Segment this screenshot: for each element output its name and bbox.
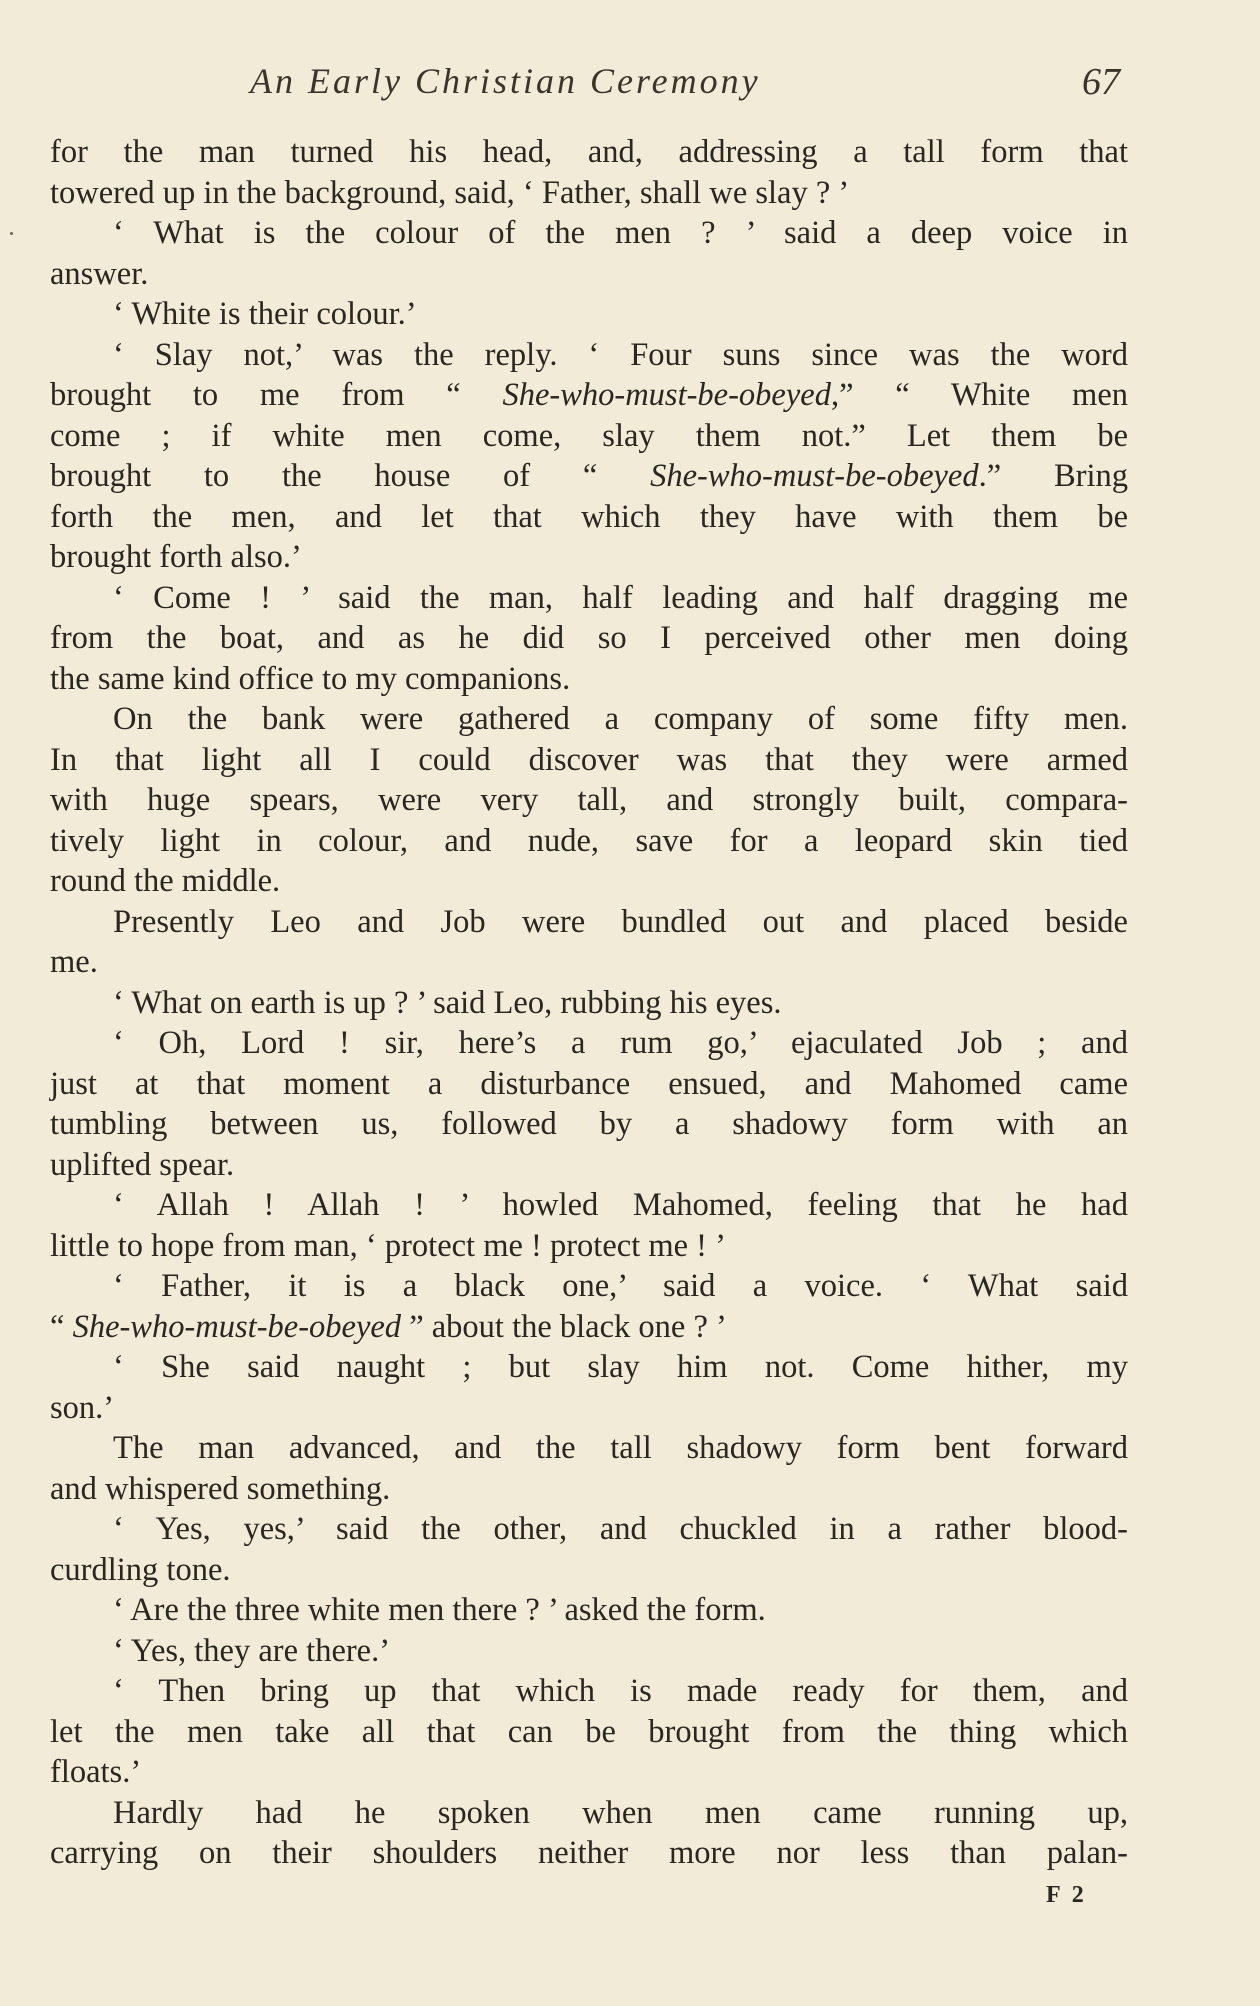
text-line: ‘ Father, it is a black one,’ said a voice. ‘ What said	[113, 1268, 1128, 1304]
text-line: ‘ Come ! ’ said the man, half leading and half dragging me	[113, 579, 1128, 616]
text-line: just at that moment a disturbance ensued, and Mahomed came	[50, 1065, 1128, 1102]
text-line: answer.	[50, 255, 149, 292]
text-line: curdling tone.	[50, 1551, 231, 1588]
text-line: In that light all I could discover was that they were armed	[50, 741, 1128, 778]
text-line: carrying on their shoulders neither more nor less than palan-	[50, 1835, 1128, 1871]
text-line: forth the men, and let that which they have with them be	[50, 498, 1128, 535]
page-number: 67	[1082, 61, 1120, 103]
text-line: ‘ Then bring up that which is made ready for them, and	[113, 1673, 1128, 1709]
text-line: floats.’	[50, 1754, 142, 1790]
text-line: uplifted spear.	[50, 1146, 235, 1183]
text-line: ‘ What on earth is up ? ’ said Leo, rubbing his eyes.	[113, 984, 782, 1021]
running-title: An Early Christian Ceremony	[250, 61, 761, 101]
text-line: and whispered something.	[50, 1470, 391, 1507]
text-line: ‘ Allah ! Allah ! ’ howled Mahomed, feeling that he had	[113, 1187, 1128, 1223]
text-line: let the men take all that can be brought from the thing which	[50, 1713, 1128, 1750]
signature-mark: F 2	[1046, 1882, 1087, 1908]
text-line: ‘ Yes, yes,’ said the other, and chuckled in a rather blood-	[113, 1511, 1128, 1547]
text-line: with huge spears, were very tall, and strongly built, compara-	[50, 782, 1128, 818]
text-line: ‘ Oh, Lord ! sir, here’s a rum go,’ ejaculated Job ; and	[113, 1025, 1128, 1061]
text-line: brought to me from “ She-who-must-be-obeyed,” “ White men	[50, 377, 1128, 413]
text-line: ‘ Yes, they are there.’	[113, 1632, 391, 1669]
text-line: ‘ She said naught ; but slay him not. Come hither, my	[113, 1349, 1128, 1385]
text-line: tively light in colour, and nude, save for a leopard skin tied	[50, 822, 1128, 859]
text-line: ‘ Are the three white men there ? ’ asked the form.	[113, 1592, 766, 1628]
text-line: son.’	[50, 1389, 115, 1426]
text-line: towered up in the background, said, ‘ Father, shall we slay ? ’	[50, 174, 850, 211]
text-line: tumbling between us, followed by a shadowy form with an	[50, 1106, 1128, 1142]
text-line: for the man turned his head, and, addressing a tall form that	[50, 134, 1128, 170]
text-line: Presently Leo and Job were bundled out and placed beside	[113, 903, 1128, 940]
text-line: brought to the house of “ She-who-must-be-obeyed.” Bring	[50, 458, 1128, 494]
text-line: little to hope from man, ‘ protect me ! protect me ! ’	[50, 1227, 726, 1264]
text-line: “ She-who-must-be-obeyed ” about the black one ? ’	[50, 1308, 727, 1345]
text-line: the same kind office to my companions.	[50, 660, 571, 697]
text-line: brought forth also.’	[50, 539, 302, 575]
text-line: ‘ What is the colour of the men ? ’ said a deep voice in	[113, 215, 1128, 251]
page-header	[250, 60, 1120, 110]
text-line: On the bank were gathered a company of some fifty men.	[113, 701, 1128, 737]
text-line: from the boat, and as he did so I perceived other men doing	[50, 620, 1128, 656]
text-line: Hardly had he spoken when men came running up,	[113, 1794, 1128, 1831]
body-text	[50, 132, 1128, 1874]
text-line: me.	[50, 944, 98, 980]
text-line: come ; if white men come, slay them not.” Let them be	[50, 417, 1128, 454]
text-line: ‘ Slay not,’ was the reply. ‘ Four suns since was the word	[113, 336, 1128, 373]
text-line: The man advanced, and the tall shadowy form bent forward	[113, 1430, 1128, 1466]
text-line: round the middle.	[50, 863, 281, 899]
paper-speck	[10, 232, 13, 235]
text-line: ‘ White is their colour.’	[113, 296, 417, 332]
